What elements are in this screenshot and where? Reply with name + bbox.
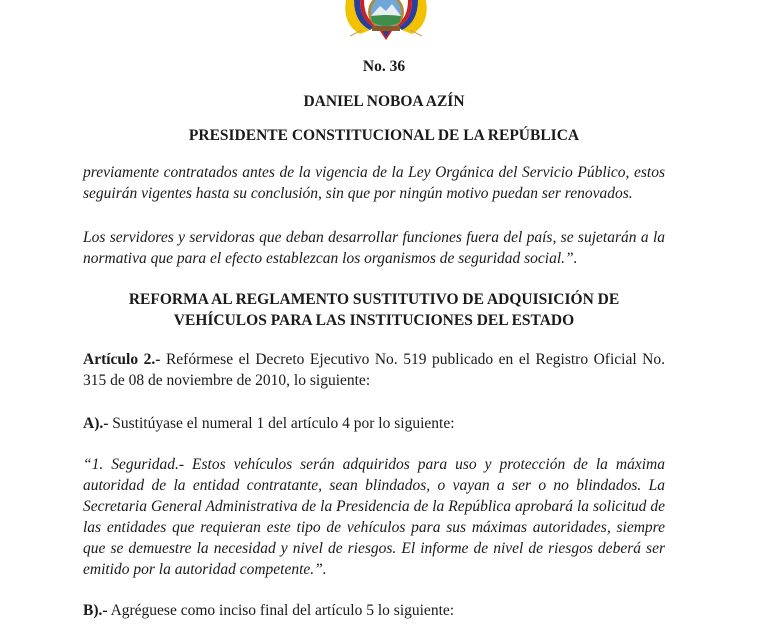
paragraph-services-continuation: previamente contratados antes de la vigencia de la Ley Orgánica del Servicio Público, estos seguirán vigentes hasta su conclusión, sin que por ningún motivo puedan ser renovados.	[83, 164, 665, 202]
quote-security-numeral: “1. Seguridad.- Estos vehículos serán adquiridos para uso y protección de la máxima autoridad de la entidad contratante, sean blindados, o vayan a ser o no blindados. La Secretaria General Administrativa de la Presidencia de la República aprobará la solicitud de las entidades que requieran este tipo de vehículos para sus máximas autoridades, siempre que se demuestre la necesidad y nivel de riesgos. El informe de nivel de riesgos deberá ser emitido por la autoridad competente.”.	[83, 456, 665, 578]
coat-fasces	[372, 26, 400, 31]
item-b-text: Agréguese como inciso final del artículo 5 lo siguiente:	[107, 602, 455, 619]
item-b	[83, 600, 665, 621]
section-heading	[83, 289, 665, 331]
section-heading-line2: VEHÍCULOS PARA LAS INSTITUCIONES DEL ESTADO	[173, 312, 575, 329]
item-a	[83, 413, 665, 434]
paragraph-servants-abroad: Los servidores y servidoras que deban desarrollar funciones fuera del país, se sujetarán a la normativa que para el efecto establezcan los organismos de seguridad social.”.	[83, 229, 665, 267]
decree-number: No. 36	[362, 58, 406, 75]
item-a-label: A).-	[83, 415, 109, 432]
section-heading-line1: REFORMA AL REGLAMENTO SUSTITUTIVO DE ADQUISICIÓN DE	[128, 291, 620, 308]
article-2-text: Refórmese el Decreto Ejecutivo No. 519 publicado en el Registro Oficial No. 315 de 08 de noviembre de 2010, lo siguiente:	[83, 351, 665, 389]
coat-of-arms-icon	[340, 0, 432, 42]
article-2-label: Artículo 2.-	[83, 351, 161, 368]
president-name: DANIEL NOBOA AZÍN	[303, 93, 465, 110]
item-a-text: Sustitúyase el numeral 1 del artículo 4 por lo siguiente:	[108, 415, 455, 432]
item-b-label: B).-	[83, 602, 108, 619]
article-2	[83, 349, 665, 391]
president-title: PRESIDENTE CONSTITUCIONAL DE LA REPÚBLICA	[188, 127, 580, 144]
